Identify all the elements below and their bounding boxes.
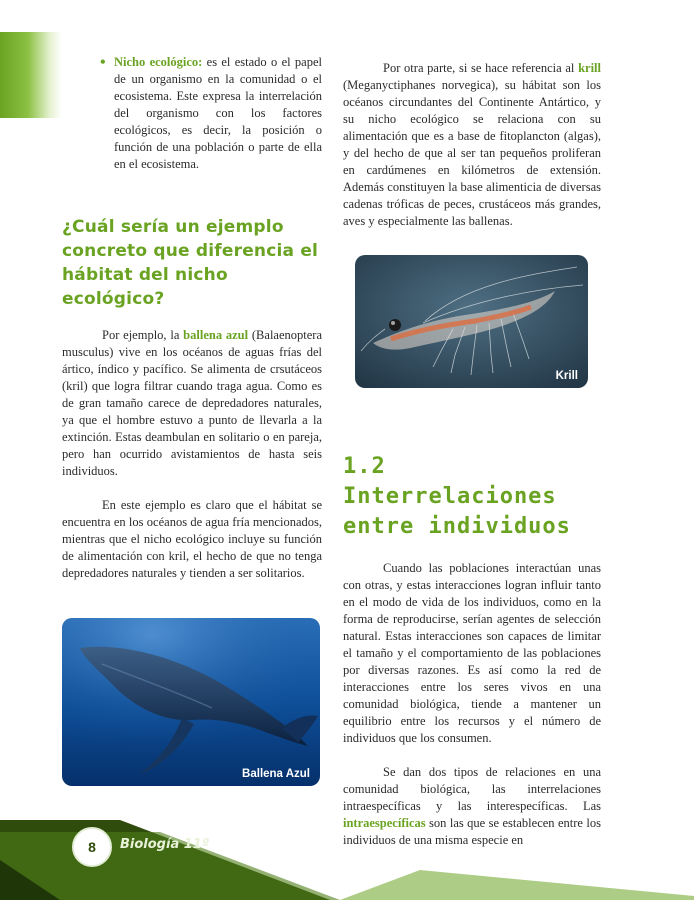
whale-caption: Ballena Azul: [242, 768, 310, 780]
krill-image: [355, 255, 588, 388]
paragraph-ballena-rest: (Balaenoptera musculus) vive en los océanos de aguas frías del ártico, índico y pacífico. Se alimenta de crsutáceos (kril) que logra filtrar cuando traga agua. Como es de gran tamaño carece de depredadores naturales, ya que el hombre estuvo a punto de llevarla a la extinción. Estas deambulan en solitario o en pareja, pero han ocurrido avistamientos de hasta seis individuos.: [62, 328, 322, 478]
page-number: 8: [72, 827, 112, 867]
paragraph-tipos-start: Se dan dos tipos de relaciones en una comunidad biológica, las interrelaciones intraespecíficas y las interespecíficas. Las: [343, 765, 601, 813]
term-krill: krill: [578, 61, 601, 75]
right-column: [343, 60, 601, 230]
krill-caption: Krill: [555, 370, 578, 382]
paragraph-ballena-start: Por ejemplo, la: [102, 328, 184, 342]
bullet-nicho-ecologico: [62, 54, 322, 173]
bullet-term: Nicho ecológico:: [114, 55, 203, 69]
question-heading: ¿Cuál sería un ejemplo concreto que diferencia el hábitat del nicho ecológico?: [62, 217, 319, 309]
paragraph-krill-rest: (Meganyctiphanes norvegica), su hábitat son los océanos circundantes del Continente Antártico, y su nicho ecológico se relaciona con su alimentación que es a base de fitoplancton (algas), y del hecho de que al ser tan pequeños proliferan en cardúmenes en kilómetros de extensión. Además constituyen la base alimenticia de diversas cadenas tróficas de peces, crustáceos más grandes, aves y especialmente las ballenas.: [343, 78, 601, 228]
paragraph-interrelaciones: [343, 560, 601, 747]
krill-photo: [355, 255, 588, 388]
paragraph-habitat-nicho-text: En este ejemplo es claro que el hábitat se encuentra en los océanos de agua fría mencionados, mientras que el nicho ecológico incluye su función de alimentación con kril, el hecho de que no tenga depredadores naturales y tienden a ser solitarios.: [62, 498, 322, 580]
corner-tab-decoration: [0, 32, 62, 118]
left-column: [62, 54, 322, 582]
paragraph-tipos-rest: son las que se establecen entre los individuos de una misma especie en: [343, 816, 601, 847]
bullet-definition: es el estado o el papel de un organismo en la comunidad o el ecosistema. Este expresa la interrelación del organismo con los factores ecológicos, es decir, la posición o función de una población o parte de ella en el ecosistema.: [114, 55, 322, 171]
whale-photo: [62, 618, 320, 786]
term-ballena-azul: ballena azul: [183, 328, 249, 342]
bullet-text: [114, 54, 322, 173]
section-heading: 1.2 Interrelaciones entre individuos: [343, 454, 571, 539]
paragraph-krill-start: Por otra parte, si se hace referencia al: [383, 61, 579, 75]
paragraph-habitat-nicho: [62, 497, 322, 582]
paragraph-ballena: [62, 327, 322, 480]
right-column-lower: [343, 452, 601, 849]
bullet-dot: •: [100, 54, 106, 71]
paragraph-krill: [343, 60, 601, 230]
term-intraespecificas: intraespecíficas: [343, 816, 426, 830]
book-title: Biología 11º: [120, 837, 210, 852]
whale-image: [62, 618, 320, 786]
paragraph-interrelaciones-text: Cuando las poblaciones interactúan unas con otras, y estas interacciones logran influir tanto en el modo de vida de los individuos, como en la forma de reproducirse, serían agentes de selección natural. Estas interacciones son capaces de limitar el tamaño y el comportamiento de las poblaciones por diversas razones. Es así como la red de interacciones entre los seres vivos en una comunidad biológica, tiende a mantener un equilibrio entre los recursos y el número de individuos que los consumen.: [343, 561, 601, 745]
